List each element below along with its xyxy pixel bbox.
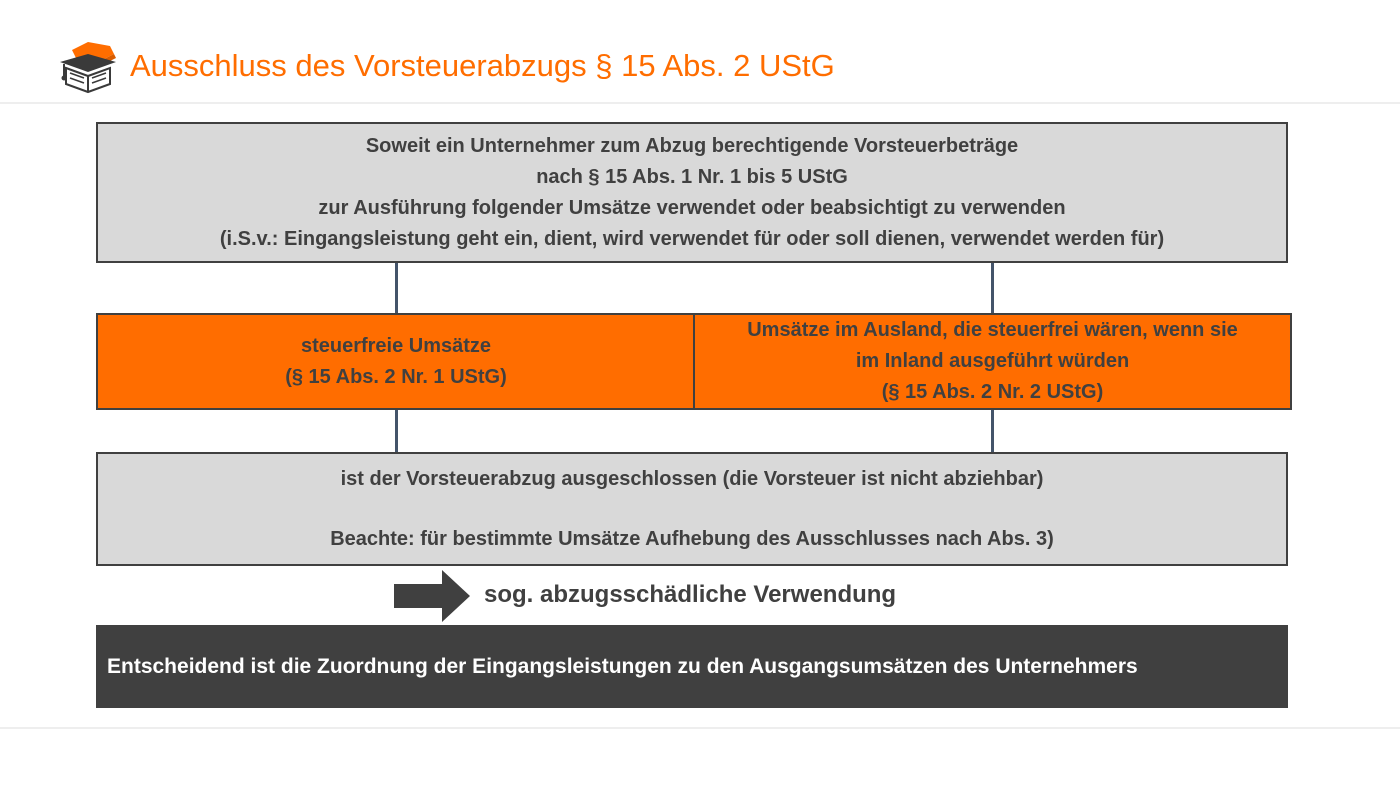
right-arrow-icon (394, 570, 470, 622)
condition-line: Soweit ein Unternehmer zum Abzug berechtigende Vorsteuerbeträge (365, 134, 1019, 157)
header-divider (0, 102, 1400, 104)
tax-free-sales-box (96, 313, 696, 410)
page-title: Ausschluss des Vorsteuerabzugs § 15 Abs. 2 UStG (130, 48, 835, 83)
arrow-label: sog. abzugsschädliche Verwendung (484, 581, 897, 608)
foreign-sales-line: im Inland ausgeführt würden (855, 350, 1130, 372)
foreign-sales-line: Umsätze im Ausland, die steuerfrei wären, wenn sie (747, 319, 1238, 341)
foreign-sales-box (693, 313, 1292, 410)
condition-box (96, 122, 1288, 263)
footer-divider (0, 727, 1400, 729)
connector-line (395, 263, 398, 313)
tax-free-sales-line: steuerfreie Umsätze (300, 334, 492, 357)
connector-line (395, 410, 398, 452)
conclusion-text: Entscheidend ist die Zuordnung der Eingangsleistungen zu den Ausgangsumsätzen des Unternehmers (107, 654, 1138, 678)
consequence-box (96, 452, 1288, 566)
foreign-sales-line: (§ 15 Abs. 2 Nr. 2 UStG) (881, 381, 1104, 403)
conclusion-bar (96, 625, 1288, 708)
tax-free-sales-line: (§ 15 Abs. 2 Nr. 1 UStG) (285, 365, 507, 388)
consequence-line: ist der Vorsteuerabzug ausgeschlossen (die Vorsteuer ist nicht abziehbar) (340, 468, 1044, 490)
graduation-cap-book-icon (58, 40, 120, 94)
connector-line (991, 410, 994, 452)
condition-line: zur Ausführung folgender Umsätze verwendet oder beabsichtigt zu verwenden (318, 196, 1066, 219)
connector-line (991, 263, 994, 313)
condition-line: nach § 15 Abs. 1 Nr. 1 bis 5 UStG (536, 165, 848, 188)
consequence-note: Beachte: für bestimmte Umsätze Aufhebung des Ausschlusses nach Abs. 3) (330, 528, 1054, 550)
condition-line: (i.S.v.: Eingangsleistung geht ein, dient, wird verwendet für oder soll dienen, verwendet werden für) (219, 227, 1165, 250)
